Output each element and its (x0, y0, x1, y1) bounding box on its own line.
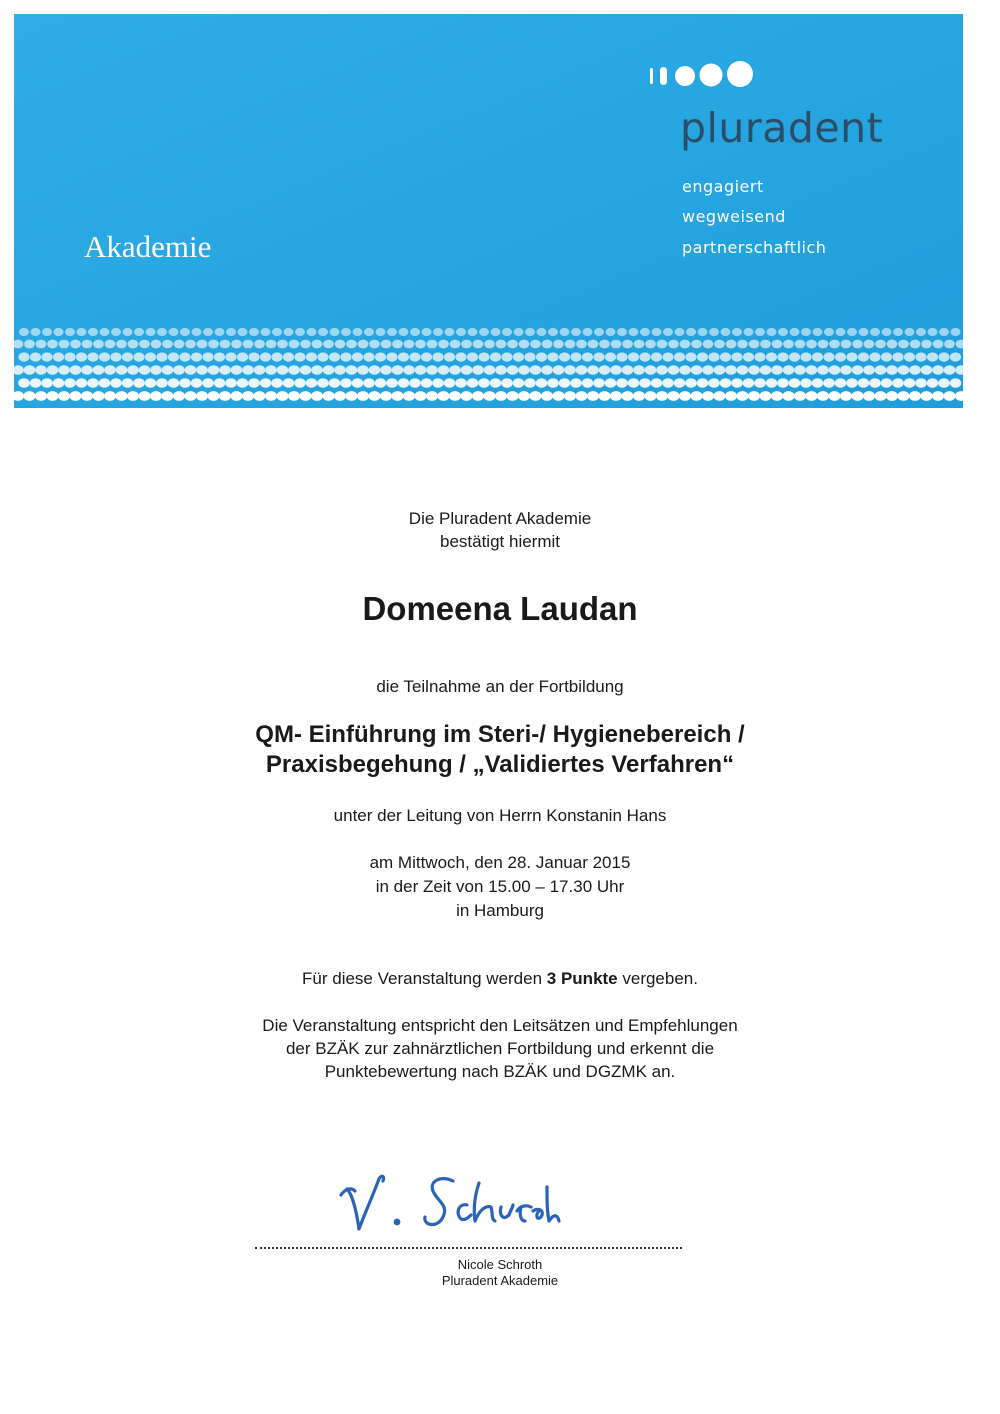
brand-logo-text: pluradent (680, 104, 884, 152)
participation-line: die Teilnahme an der Fortbildung (376, 677, 624, 696)
guideline-line-3: Punktebewertung nach BZÄK und DGZMK an. (324, 1062, 676, 1081)
intro-line-1: Die Pluradent Akademie (408, 509, 592, 528)
course-title-line-1: QM- Einführung im Steri-/ Hygienebereich / (255, 721, 745, 748)
tagline-2: wegweisend (682, 207, 786, 226)
points-suffix: vergeben. (617, 969, 698, 988)
tagline-3: partnerschaftlich (682, 238, 827, 257)
tagline-1: engagiert (682, 177, 764, 196)
signer-org: Pluradent Akademie (441, 1273, 559, 1288)
course-title (0, 720, 1000, 780)
akademie-label: Akademie (84, 229, 212, 264)
signature-line (255, 1247, 682, 1249)
leader-line: unter der Leitung von Herrn Konstanin Hans (333, 806, 667, 825)
signer-name: Nicole Schroth (457, 1257, 543, 1272)
points-line (0, 968, 1000, 990)
banner-background (14, 14, 963, 408)
points-value: 3 Punkte (546, 969, 618, 988)
participant-name: Domeena Laudan (362, 590, 638, 627)
header-banner (14, 14, 963, 408)
points-prefix: Für diese Veranstaltung werden (302, 969, 547, 988)
time-line: in der Zeit von 15.00 – 17.30 Uhr (375, 877, 625, 896)
guideline-line-2: der BZÄK zur zahnärztlichen Fortbildung und erkennt die (285, 1039, 715, 1058)
handwritten-signature (335, 1165, 565, 1240)
intro-line-2: bestätigt hiermit (440, 532, 560, 551)
location-line: in Hamburg (456, 901, 544, 920)
guideline-line-1: Die Veranstaltung entspricht den Leitsätzen und Empfehlungen (262, 1016, 738, 1035)
date-line: am Mittwoch, den 28. Januar 2015 (369, 853, 631, 872)
course-title-line-2: Praxisbegehung / „Validiertes Verfahren“ (265, 751, 735, 778)
